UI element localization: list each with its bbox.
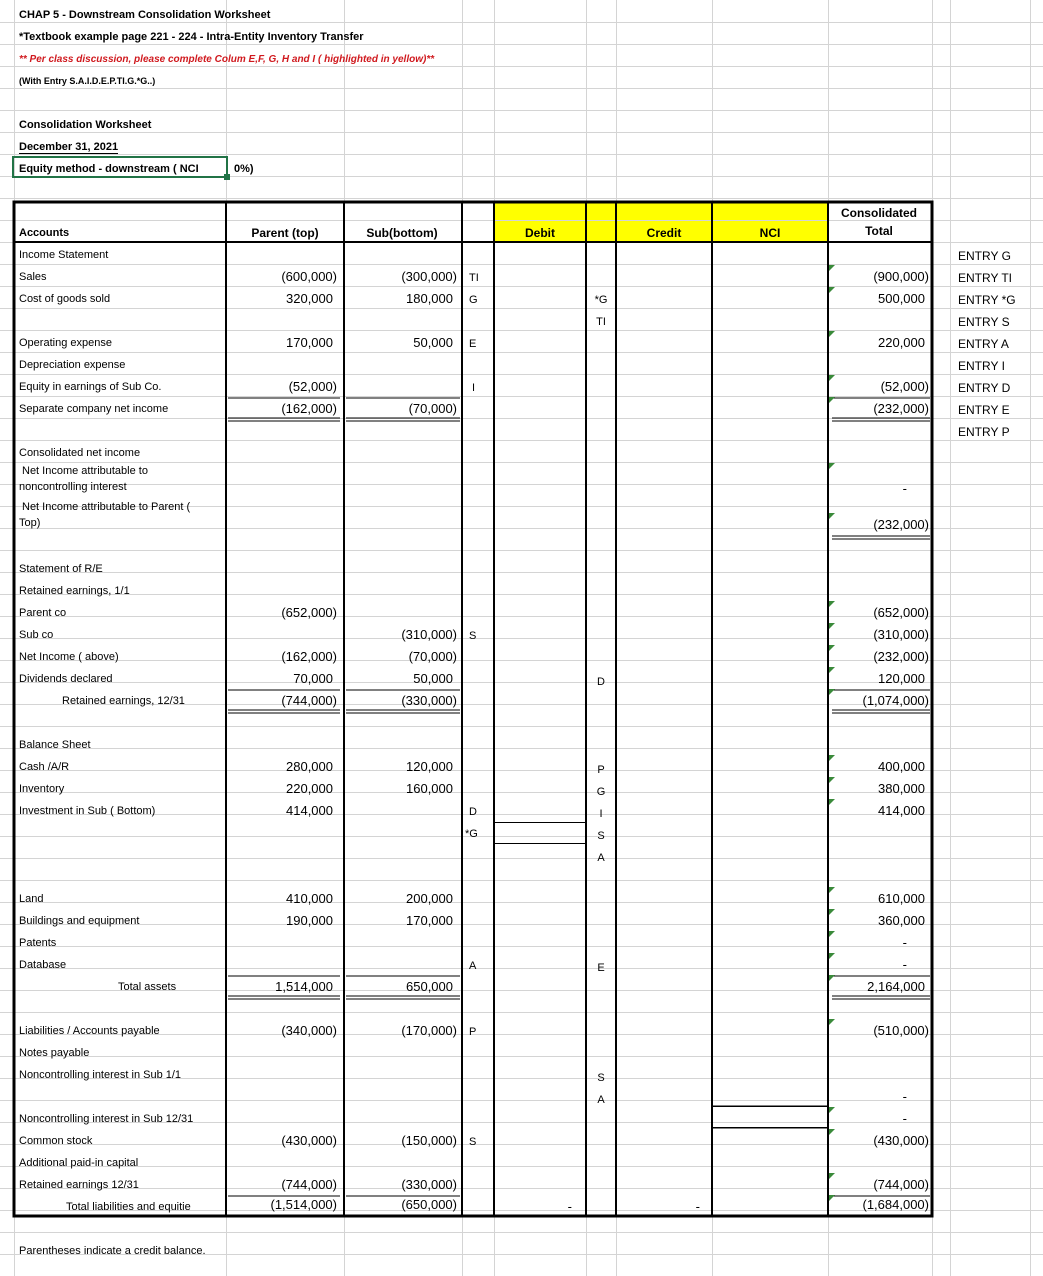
parent-total-assets: 1,514,000: [275, 979, 333, 994]
label-cogs: Cost of goods sold: [19, 293, 111, 305]
cell-fill-handle[interactable]: [224, 174, 230, 180]
label-depreciation: Depreciation expense: [19, 359, 126, 371]
label-sub-co: Sub co: [19, 629, 54, 641]
debit-entry-re-sub: S: [469, 630, 477, 642]
sub-sales: (300,000): [401, 269, 457, 284]
label-database: Database: [19, 959, 67, 971]
entry-list-e: ENTRY E: [958, 403, 1010, 417]
label-separate-ni: Separate company net income: [19, 403, 169, 415]
parent-opex: 170,000: [286, 335, 333, 350]
sub-re-1231: (330,000): [401, 693, 457, 708]
entry-list-i: ENTRY I: [958, 359, 1005, 373]
parent-investment: 414,000: [286, 803, 333, 818]
debit-input-cell[interactable]: [494, 822, 586, 844]
credit-entry-nci-a: A: [597, 1094, 605, 1106]
parent-ni-above: (162,000): [281, 649, 337, 664]
col-debit: Debit: [525, 226, 555, 240]
cons-liabilities: (510,000): [873, 1023, 929, 1038]
cons-nci-11: -: [902, 1089, 907, 1104]
sub-land: 200,000: [406, 891, 453, 906]
label-ni-nci-2: noncontrolling interest: [19, 481, 127, 493]
label-ni-nci-1: Net Income attributable to: [22, 465, 148, 477]
sub-liabilities: (170,000): [401, 1023, 457, 1038]
cons-investment: 414,000: [878, 803, 925, 818]
debit-entry-investment-g: *G: [465, 828, 478, 840]
entry-list-star-g: ENTRY *G: [958, 293, 1016, 307]
entry-list-a: ENTRY A: [958, 337, 1009, 351]
col-credit: Credit: [646, 226, 682, 240]
sub-cash: 120,000: [406, 759, 453, 774]
parent-sales: (600,000): [281, 269, 337, 284]
entry-list-s: ENTRY S: [958, 315, 1010, 329]
parent-land: 410,000: [286, 891, 333, 906]
credit-entry-inv-s: S: [597, 830, 605, 842]
nci-input-cell[interactable]: [712, 1106, 828, 1128]
label-dividends: Dividends declared: [19, 673, 113, 685]
label-equity-earnings: Equity in earnings of Sub Co.: [19, 381, 162, 393]
sub-re-1231b: (330,000): [401, 1177, 457, 1192]
debit-entry-liabilities: P: [469, 1026, 477, 1038]
header-entries: (With Entry S.A.I.D.E.P.TI.G.*G..): [19, 76, 156, 86]
cons-dividends: 120,000: [878, 671, 925, 686]
entry-list-d: ENTRY D: [958, 381, 1011, 395]
label-parent-co: Parent co: [19, 607, 67, 619]
cons-common: (430,000): [873, 1133, 929, 1148]
worksheet-method: Equity method - downstream ( NCI: [19, 163, 199, 175]
cons-ni-nci: -: [902, 481, 907, 496]
cons-total-assets: 2,164,000: [867, 979, 925, 994]
col-sub: Sub(bottom): [366, 226, 438, 240]
label-balance-sheet: Balance Sheet: [19, 739, 91, 751]
cons-ni-above: (232,000): [873, 649, 929, 664]
sub-common: (150,000): [401, 1133, 457, 1148]
parent-dividends: 70,000: [293, 671, 333, 686]
cons-nci-1231: -: [902, 1111, 907, 1126]
worksheet-date: December 31, 2021: [19, 141, 119, 153]
sub-dividends: 50,000: [413, 671, 453, 686]
label-re-1231b: Retained earnings 12/31: [19, 1179, 139, 1191]
formula-indicator: [829, 463, 835, 469]
label-inventory: Inventory: [19, 783, 65, 795]
credit-entry-dividends: D: [597, 676, 605, 688]
cons-re-sub: (310,000): [873, 627, 929, 642]
label-consolidated-ni: Consolidated net income: [19, 447, 141, 459]
label-cash-ar: Cash /A/R: [19, 761, 70, 773]
credit-entry-database: E: [597, 962, 605, 974]
parent-re-1231: (744,000): [281, 693, 337, 708]
cons-sales: (900,000): [873, 269, 929, 284]
col-parent: Parent (top): [251, 226, 319, 240]
debit-entry-equity: I: [472, 382, 476, 394]
cons-cash: 400,000: [878, 759, 925, 774]
sub-re-sub: (310,000): [401, 627, 457, 642]
cons-ni-parent: (232,000): [873, 517, 929, 532]
cons-land: 610,000: [878, 891, 925, 906]
credit-entry-inv-i: I: [599, 808, 603, 820]
label-sales: Sales: [19, 271, 47, 283]
parent-re-parent: (652,000): [281, 605, 337, 620]
debit-entry-opex: E: [469, 338, 477, 350]
label-income-statement: Income Statement: [19, 249, 109, 261]
label-opex: Operating expense: [19, 337, 112, 349]
label-common-stock: Common stock: [19, 1135, 93, 1147]
debit-total: -: [567, 1199, 572, 1214]
col-total: Total: [865, 224, 893, 238]
credit-total: -: [695, 1199, 700, 1214]
label-re-11: Retained earnings, 1/1: [19, 585, 130, 597]
sub-opex: 50,000: [413, 335, 453, 350]
cons-separate-ni: (232,000): [873, 401, 929, 416]
table-border: [14, 202, 932, 1216]
worksheet-title: Consolidation Worksheet: [19, 119, 152, 131]
cons-re-1231b: (744,000): [873, 1177, 929, 1192]
header-textbook: *Textbook example page 221 - 224 - Intra-Entity Inventory Transfer: [19, 31, 364, 43]
label-notes-payable: Notes payable: [19, 1047, 90, 1059]
entry-list-p: ENTRY P: [958, 425, 1010, 439]
credit-entry-inv-a: A: [597, 852, 605, 864]
entry-list-g: ENTRY G: [958, 249, 1011, 263]
label-liabilities: Liabilities / Accounts payable: [19, 1025, 160, 1037]
parent-cash: 280,000: [286, 759, 333, 774]
debit-entry-sales: TI: [469, 272, 479, 284]
cons-inventory: 380,000: [878, 781, 925, 796]
sub-cogs: 180,000: [406, 291, 453, 306]
parent-liabilities: (340,000): [281, 1023, 337, 1038]
debit-entry-cogs: G: [469, 294, 478, 306]
cons-total-le: (1,684,000): [862, 1197, 929, 1212]
cons-patents: -: [902, 935, 907, 950]
debit-entry-investment: D: [469, 806, 477, 818]
label-nci-1231: Noncontrolling interest in Sub 12/31: [19, 1113, 194, 1125]
label-patents: Patents: [19, 937, 57, 949]
cons-buildings: 360,000: [878, 913, 925, 928]
worksheet-method-tail: 0%): [234, 163, 254, 175]
credit-entry-cogs: *G: [594, 294, 608, 306]
credit-entry-nci-s: S: [597, 1072, 605, 1084]
label-statement-re: Statement of R/E: [19, 563, 103, 575]
label-ni-above: Net Income ( above): [19, 651, 119, 663]
label-ni-parent-1: Net Income attributable to Parent (: [22, 501, 191, 513]
label-apic: Additional paid-in capital: [19, 1157, 139, 1169]
parent-re-1231b: (744,000): [281, 1177, 337, 1192]
debit-entry-common: S: [469, 1136, 477, 1148]
parent-common: (430,000): [281, 1133, 337, 1148]
footnote: Parentheses indicate a credit balance.: [19, 1245, 206, 1257]
col-nci: NCI: [759, 226, 781, 240]
parent-total-le: (1,514,000): [270, 1197, 337, 1212]
entry-list-ti: ENTRY TI: [958, 271, 1013, 285]
label-land: Land: [19, 893, 44, 905]
parent-cogs: 320,000: [286, 291, 333, 306]
label-ni-parent-2: Top): [19, 517, 41, 529]
header-title: CHAP 5 - Downstream Consolidation Worksheet: [19, 9, 271, 21]
label-investment: Investment in Sub ( Bottom): [19, 805, 156, 817]
cons-re-parent: (652,000): [873, 605, 929, 620]
sub-buildings: 170,000: [406, 913, 453, 928]
label-total-assets: Total assets: [118, 981, 177, 993]
sub-separate-ni: (70,000): [408, 401, 457, 416]
credit-entry-inventory: G: [596, 786, 606, 798]
label-total-le: Total liabilities and equitie: [66, 1201, 191, 1213]
label-re-1231: Retained earnings, 12/31: [62, 695, 185, 707]
parent-separate-ni: (162,000): [281, 401, 337, 416]
parent-equity-earnings: (52,000): [288, 379, 337, 394]
cons-re-1231: (1,074,000): [862, 693, 929, 708]
sub-inventory: 160,000: [406, 781, 453, 796]
label-nci-11: Noncontrolling interest in Sub 1/1: [19, 1069, 182, 1081]
col-accounts: Accounts: [19, 227, 70, 239]
credit-entry-cash: P: [597, 764, 605, 776]
col-consolidated: Consolidated: [840, 206, 917, 220]
parent-buildings: 190,000: [286, 913, 333, 928]
label-buildings: Buildings and equipment: [19, 915, 140, 927]
header-instruction: ** Per class discussion, please complete Colum E,F, G, H and I ( highlighted in yellow)**: [19, 54, 435, 65]
cons-equity-earnings: (52,000): [880, 379, 929, 394]
sub-ni-above: (70,000): [408, 649, 457, 664]
sub-total-le: (650,000): [401, 1197, 457, 1212]
cons-database: -: [902, 957, 907, 972]
debit-entry-database: A: [469, 960, 477, 972]
credit-entry-cogs-ti: TI: [596, 316, 606, 328]
sub-total-assets: 650,000: [406, 979, 453, 994]
cons-opex: 220,000: [878, 335, 925, 350]
cons-cogs: 500,000: [878, 291, 925, 306]
parent-inventory: 220,000: [286, 781, 333, 796]
